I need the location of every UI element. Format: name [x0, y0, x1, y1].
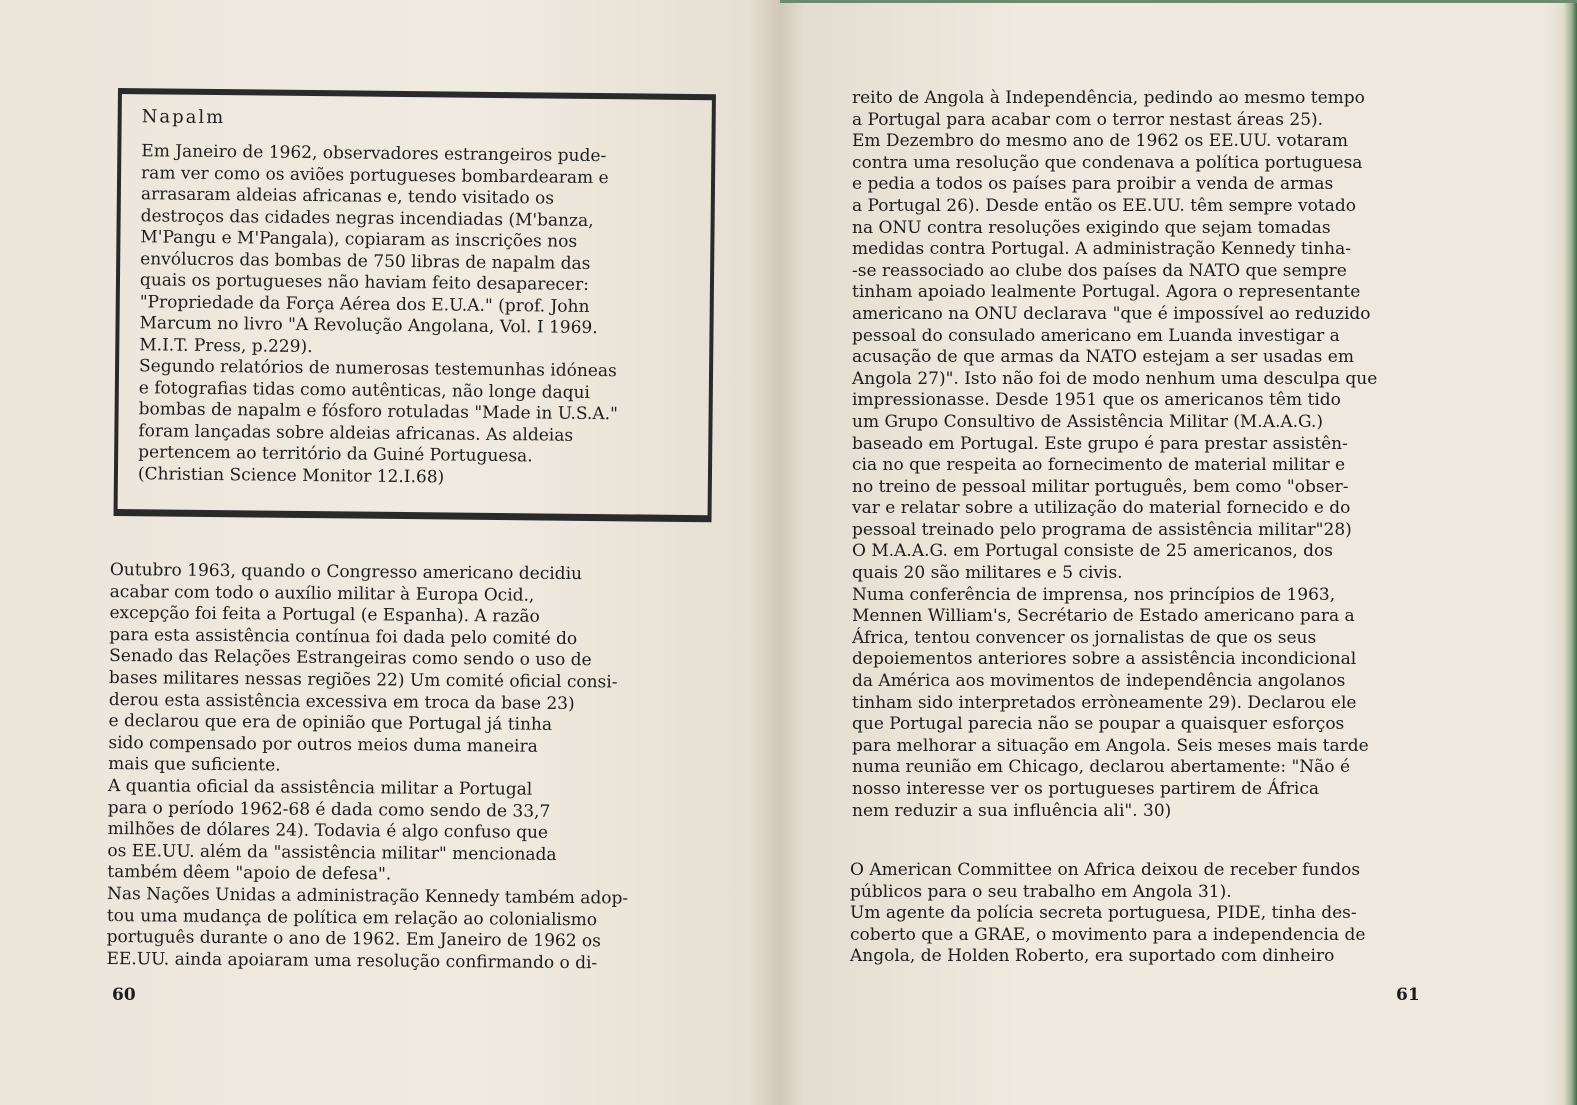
box-text-line: Segundo relatórios de numerosas testemunhas idóneas [138, 356, 617, 382]
text-line: e pedia a todos os países para proibir a venda de armas [852, 174, 1334, 195]
text-line: no treino de pessoal militar português, bem como "obser- [852, 476, 1349, 497]
box-text-line: "Propriedade da Força Aérea dos E.U.A." (prof. John [139, 291, 590, 317]
text-line: coberto que a GRAE, o movimento para a independencia de [850, 924, 1366, 945]
text-line: tinham sido interpretados erròneamente 29). Declarou ele [852, 692, 1357, 713]
text-line: excepção foi feita a Portugal (e Espanha). A razão [109, 603, 540, 627]
box-text [138, 141, 702, 491]
text-line: EE.UU. ainda apoiaram uma resolução confirmando o di- [106, 948, 598, 973]
box-text-line: Em Janeiro de 1962, observadores estrangeiros pude- [141, 141, 607, 167]
box-text-line: (Christian Science Monitor 12.I.68) [137, 463, 445, 487]
napalm-box-content [138, 106, 702, 491]
text-line: quais 20 são militares e 5 civis. [852, 563, 1123, 584]
text-line: pessoal do consulado americano em Luanda investigar a [852, 325, 1340, 346]
box-text-line: M'Pangu e M'Pangala), copiaram as inscrições nos [140, 227, 578, 252]
text-line: milhões de dólares 24). Todavia é algo confuso que [107, 819, 549, 843]
text-line: Um agente da polícia secreta portuguesa, PIDE, tinha des- [850, 903, 1357, 924]
text-line: numa reunião em Chicago, declarou abertamente: "Não é [852, 757, 1351, 778]
text-line: medidas contra Portugal. A administração Kennedy tinha- [852, 239, 1351, 260]
right-body-text [852, 88, 1452, 822]
text-line: um Grupo Consultivo de Assistência Militar (M.A.A.G.) [852, 411, 1324, 432]
text-line: português durante o ano de 1962. Em Janeiro de 1962 os [106, 927, 602, 952]
box-text-line: M.I.T. Press, p.229). [139, 334, 313, 357]
text-line: depoiementos anteriores sobre a assistência incondicional [852, 649, 1357, 670]
text-line: acusação de que armas da NATO estejam a ser usadas em [852, 347, 1354, 368]
text-line: var e relatar sobre a utilização do material fornecido e do [852, 498, 1351, 519]
box-text-line: destroços das cidades negras incendiadas (M'banza, [140, 205, 594, 231]
box-text-line: ram ver como os aviões portugueses bombardearam e [141, 162, 609, 188]
text-line: americano na ONU declarava "que é impossível ao reduzido [852, 303, 1371, 324]
box-text-line: quais os portugueses não haviam feito desaparecer: [139, 270, 590, 295]
text-line: cia no que respeita ao fornecimento de material militar e [852, 455, 1346, 476]
text-line: Angola 27)". Isto não foi de modo nenhum uma desculpa que [852, 368, 1378, 389]
text-line: Mennen William's, Secrétario de Estado americano para a [852, 606, 1355, 627]
text-line: tinham apoiado lealmente Portugal. Agora o representante [852, 282, 1361, 303]
text-line: África, tentou convencer os jornalistas de que os seus [852, 627, 1317, 648]
text-line: bases militares nessas regiões 22) Um comité oficial consi- [108, 667, 618, 693]
text-line: Em Dezembro do mesmo ano de 1962 os EE.UU. votaram [852, 131, 1349, 152]
text-line: sido compensado por outros meios duma maneira [108, 732, 538, 757]
box-title: Napalm [141, 106, 226, 129]
text-line: impressionasse. Desde 1951 que os americanos têm tido [852, 390, 1341, 411]
text-line: para melhorar a situação em Angola. Seis meses mais tarde [852, 735, 1369, 756]
text-line: a Portugal 26). Desde então os EE.UU. têm sempre votado [852, 195, 1356, 216]
text-line: -se reassociado ao clube dos países da NATO que sempre [852, 260, 1347, 281]
text-line: Outubro 1963, quando o Congresso americano decidiu [109, 560, 583, 585]
text-line: da América aos movimentos de independência angolanos [852, 671, 1346, 692]
text-line: na ONU contra resoluções exigindo que sejam tomadas [852, 217, 1331, 238]
page-top-edge [780, 0, 1577, 3]
text-line: públicos para o seu trabalho em Angola 31). [850, 881, 1232, 902]
text-line: O American Committee on Africa deixou de receber fundos [850, 860, 1361, 880]
text-line: nem reduzir a sua influência ali". 30) [852, 800, 1172, 821]
text-line: A quantia oficial da assistência militar a Portugal [107, 775, 533, 800]
text-line: Numa conferência de imprensa, nos princípios de 1963, [852, 584, 1336, 605]
text-line: Nas Nações Unidas a administração Kennedy também adop- [106, 883, 629, 909]
text-line: também dêem "apoio de defesa". [107, 862, 392, 885]
text-line: pessoal treinado pelo programa de assistência militar"28) [852, 519, 1352, 540]
box-text-line: bombas de napalm e fósforo rotuladas "Made in U.S.A." [138, 399, 618, 425]
left-page [0, 0, 780, 1105]
text-line: baseado em Portugal. Este grupo é para prestar assistên- [852, 433, 1348, 454]
text-line: O M.A.A.G. em Portugal consiste de 25 americanos, dos [852, 541, 1333, 562]
box-text-line: arrasaram aldeias africanas e, tendo visitado os [140, 184, 555, 209]
text-line: nosso interesse ver os portugueses partirem de África [852, 779, 1319, 799]
text-line: contra uma resolução que condenava a política portuguesa [852, 152, 1363, 173]
text-line: os EE.UU. além da "assistência militar" mencionada [107, 840, 557, 865]
text-line: e declarou que era de opinião que Portugal já tinha [108, 711, 553, 736]
box-text-line: envólucros das bombas de 750 libras de napalm das [140, 248, 591, 274]
page-number-left: 60 [112, 985, 136, 1005]
text-line: tou uma mudança de política em relação ao colonialismo [106, 905, 598, 930]
box-text-line: pertencem ao território da Guiné Portuguesa. [138, 442, 533, 467]
napalm-box [114, 88, 716, 522]
text-line: para o período 1962-68 é dada como sendo de 33,7 [107, 797, 551, 822]
left-body-text [106, 560, 710, 976]
text-line: acabar com todo o auxílio militar à Europa Ocid., [109, 581, 535, 606]
text-line: derou esta assistência excessiva em troca da base 23) [108, 689, 575, 714]
box-text-line: e fotografias tidas como autênticas, não longe daqui [138, 377, 591, 403]
cover-edge [1563, 0, 1577, 1105]
box-text-line: foram lançadas sobre aldeias africanas. As aldeias [138, 420, 574, 446]
text-line: mais que suficiente. [108, 754, 281, 776]
text-line: reito de Angola à Independência, pedindo ao mesmo tempo [852, 88, 1365, 108]
box-text-line: Marcum no livro "A Revolução Angolana, Vol. I 1969. [139, 313, 598, 339]
text-line: a Portugal para acabar com o terror nestast áreas 25). [852, 109, 1324, 130]
right-body-text-2 [850, 860, 1450, 968]
text-line: Senado das Relações Estrangeiras como sendo o uso de [109, 646, 592, 671]
text-line: para esta assistência contínua foi dada pelo comité do [109, 624, 578, 649]
text-line: Angola, de Holden Roberto, era suportado com dinheiro [850, 946, 1335, 967]
page-number-right: 61 [1396, 985, 1420, 1005]
text-line: que Portugal parecia não se poupar a quaisquer esforços [852, 714, 1345, 735]
